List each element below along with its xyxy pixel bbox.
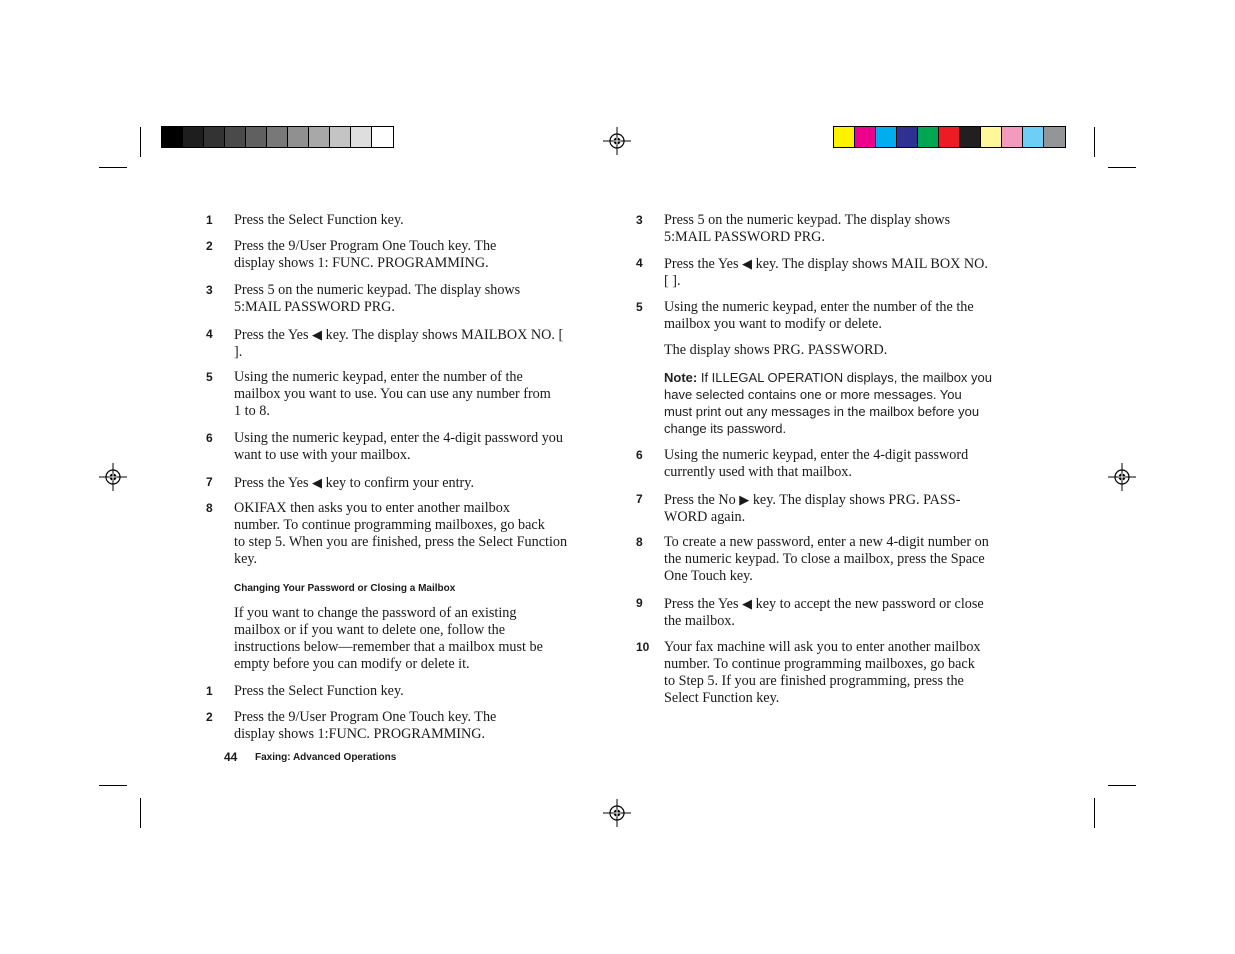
step-number: 4: [636, 256, 643, 270]
step-text: number. To continue programming mailboxes, go back: [664, 656, 975, 672]
step-text: Press the Yes: [234, 327, 313, 343]
step-text: currently used with that mailbox.: [664, 464, 852, 480]
registration-mark-icon: [603, 127, 631, 155]
color-swatch: [1023, 127, 1044, 147]
step-number: 7: [206, 475, 213, 489]
step-text: Press 5 on the numeric keypad. The display shows: [234, 282, 521, 298]
step-text: 5:MAIL PASSWORD PRG.: [664, 229, 825, 245]
step-text: Using the numeric keypad, enter the 4-digit password you: [234, 430, 563, 446]
color-swatch: [246, 127, 267, 147]
crop-mark: [1094, 127, 1095, 157]
step-text: the numeric keypad. To close a mailbox, press the Space: [664, 551, 985, 567]
step-text: OKIFAX then asks you to enter another mailbox: [234, 500, 510, 516]
registration-mark-icon: [99, 463, 127, 491]
step-text: key. The display shows MAILBOX NO. [: [322, 327, 564, 343]
step-text: Select Function key.: [664, 690, 780, 706]
step-number: 6: [206, 431, 213, 445]
registration-mark-icon: [603, 799, 631, 827]
color-swatch: [918, 127, 939, 147]
step-number: 4: [206, 327, 213, 341]
step-number: 1: [206, 213, 213, 227]
step-text: Press 5 on the numeric keypad. The display shows: [664, 212, 951, 228]
color-swatch: [267, 127, 288, 147]
step-number: 8: [636, 535, 643, 549]
step-text: 1 to 8.: [234, 403, 270, 419]
step-number: 7: [636, 492, 643, 506]
step-number: 9: [636, 596, 643, 610]
color-swatch: [834, 127, 855, 147]
note-text: If ILLEGAL OPERATION displays, the mailbox you: [697, 370, 993, 385]
step-text: Press the Select Function key.: [234, 212, 404, 228]
step-text: Press the Yes: [234, 475, 313, 491]
paragraph-line: instructions below—remember that a mailbox must be: [234, 639, 543, 655]
step-number: 8: [206, 501, 213, 515]
color-swatch: [1044, 127, 1065, 147]
display-message-line: The display shows PRG. PASSWORD.: [664, 342, 888, 358]
page-number: 44: [224, 750, 238, 764]
note-block: [664, 369, 1014, 437]
step-number: 2: [206, 239, 213, 253]
step-text: display shows 1: FUNC. PROGRAMMING.: [234, 255, 489, 271]
step-text: to Step 5. If you are finished programming, press the: [664, 673, 964, 689]
color-swatch: [960, 127, 981, 147]
step-number: 6: [636, 448, 643, 462]
color-swatch: [372, 127, 393, 147]
crop-mark: [1108, 167, 1136, 168]
step-text: mailbox you want to modify or delete.: [664, 316, 882, 332]
crop-mark: [140, 798, 141, 828]
step-text: mailbox you want to use. You can use any number from: [234, 386, 551, 402]
step-text: key.: [234, 551, 258, 567]
step-text: number. To continue programming mailboxes, go back: [234, 517, 545, 533]
step-text: Press the Yes: [664, 256, 743, 272]
registration-mark-icon: [1108, 463, 1136, 491]
color-swatch: [309, 127, 330, 147]
step-text: Press the Select Function key.: [234, 683, 404, 699]
footer-section-title: Faxing: Advanced Operations: [255, 752, 397, 763]
step-number: 1: [206, 684, 213, 698]
color-swatch: [162, 127, 183, 147]
step-number: 2: [206, 710, 213, 724]
paragraph-line: If you want to change the password of an existing: [234, 605, 517, 621]
step-text: Press the No: [664, 492, 740, 508]
color-swatch: [939, 127, 960, 147]
color-swatch: [1002, 127, 1023, 147]
step-text: Press the Yes: [664, 596, 743, 612]
note-text: change its password.: [664, 421, 787, 436]
color-swatch: [204, 127, 225, 147]
note-text: must print out any messages in the mailbox before you: [664, 404, 980, 419]
color-calibration-bar: [833, 126, 1066, 148]
color-swatch: [288, 127, 309, 147]
paragraph-line: empty before you can modify or delete it.: [234, 656, 470, 672]
section-subheading: Changing Your Password or Closing a Mailbox: [234, 583, 456, 594]
step-text: key. The display shows MAIL BOX NO.: [752, 256, 988, 272]
step-number: 5: [206, 370, 213, 384]
step-text: WORD again.: [664, 509, 746, 525]
color-swatch: [897, 127, 918, 147]
step-number: 10: [636, 640, 650, 654]
color-swatch: [351, 127, 372, 147]
step-text: [ ].: [664, 273, 681, 289]
crop-mark: [140, 127, 141, 157]
step-number: 5: [636, 300, 643, 314]
crop-mark: [1108, 785, 1136, 786]
yes-key-left-arrow-icon: ◀: [742, 596, 753, 611]
step-text: Your fax machine will ask you to enter another mailbox: [664, 639, 981, 655]
color-swatch: [876, 127, 897, 147]
step-number: 3: [636, 213, 643, 227]
step-text: key to confirm your entry.: [322, 475, 474, 491]
step-text: Press the 9/User Program One Touch key. The: [234, 709, 497, 725]
color-swatch: [330, 127, 351, 147]
step-text: Using the numeric keypad, enter the number of the the: [664, 299, 974, 315]
step-text: One Touch key.: [664, 568, 753, 584]
step-text: ].: [234, 344, 243, 360]
yes-key-left-arrow-icon: ◀: [312, 327, 323, 342]
step-text: Using the numeric keypad, enter the number of the: [234, 369, 523, 385]
yes-key-left-arrow-icon: ◀: [742, 256, 753, 271]
step-text: Using the numeric keypad, enter the 4-digit password: [664, 447, 969, 463]
step-text: To create a new password, enter a new 4-digit number on: [664, 534, 989, 550]
note-text: have selected contains one or more messages. You: [664, 387, 962, 402]
step-text: display shows 1:FUNC. PROGRAMMING.: [234, 726, 486, 742]
no-key-right-arrow-icon: ▶: [739, 492, 750, 507]
grayscale-calibration-bar: [161, 126, 394, 148]
color-swatch: [225, 127, 246, 147]
step-text: want to use with your mailbox.: [234, 447, 411, 463]
crop-mark: [99, 785, 127, 786]
color-swatch: [855, 127, 876, 147]
step-text: Press the 9/User Program One Touch key. The: [234, 238, 497, 254]
step-text: the mailbox.: [664, 613, 735, 629]
step-number: 3: [206, 283, 213, 297]
color-swatch: [183, 127, 204, 147]
crop-mark: [1094, 798, 1095, 828]
step-text: key to accept the new password or close: [752, 596, 984, 612]
yes-key-left-arrow-icon: ◀: [312, 475, 323, 490]
intro-paragraph: [234, 605, 584, 673]
step-text: 5:MAIL PASSWORD PRG.: [234, 299, 395, 315]
step-text: key. The display shows PRG. PASS-: [749, 492, 961, 508]
note-label: Note:: [664, 370, 698, 385]
crop-mark: [99, 167, 127, 168]
step-text: to step 5. When you are finished, press the Select Function: [234, 534, 568, 550]
color-swatch: [981, 127, 1002, 147]
paragraph-line: mailbox or if you want to delete one, follow the: [234, 622, 506, 638]
